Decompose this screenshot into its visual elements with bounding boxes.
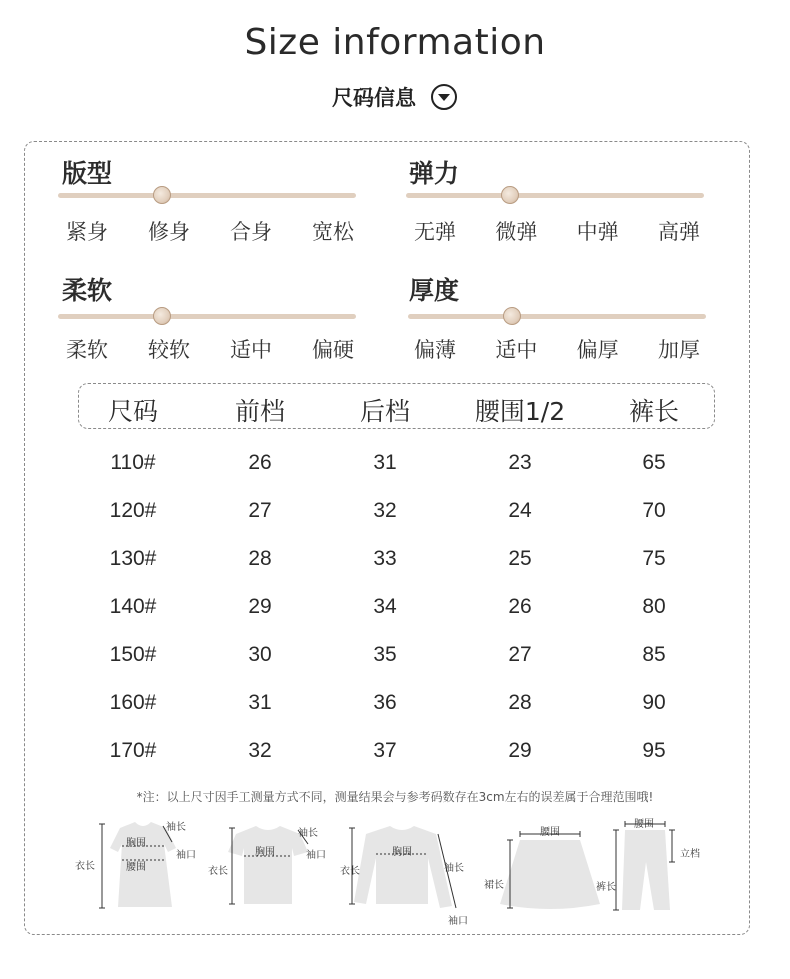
table-cell: 35 xyxy=(373,643,397,666)
sweater-sleeve-label: 袖长 xyxy=(444,863,464,874)
subtitle-row xyxy=(0,82,790,112)
table-cell: 170# xyxy=(109,739,157,762)
column-header-size: 尺码 xyxy=(107,397,158,426)
option-label: 偏厚 xyxy=(576,338,619,362)
slider-thumb-elasticity xyxy=(501,186,519,204)
table-cell: 32 xyxy=(373,499,397,522)
option-label: 紧身 xyxy=(66,220,108,244)
column-header-back-rise: 后档 xyxy=(359,397,410,426)
table-cell: 31 xyxy=(373,451,397,474)
sweater-illustration xyxy=(349,826,456,908)
pants-length-label: 裤长 xyxy=(596,882,616,893)
table-cell: 27 xyxy=(248,499,272,522)
table-cell: 29 xyxy=(248,595,272,618)
table-cell: 32 xyxy=(248,739,272,762)
option-label: 无弹 xyxy=(414,220,456,244)
table-cell: 85 xyxy=(642,643,666,666)
table-cell: 30 xyxy=(248,643,272,666)
column-header-pants-length: 裤长 xyxy=(628,397,679,426)
table-cell: 130# xyxy=(109,547,157,570)
table-cell: 110# xyxy=(110,451,156,474)
attr-heading-elasticity: 弹力 xyxy=(409,159,460,188)
table-cell: 90 xyxy=(642,691,666,714)
pants-illustration xyxy=(613,821,675,910)
skirt-illustration xyxy=(500,831,600,909)
option-label: 高弹 xyxy=(657,220,700,244)
garment-diagrams xyxy=(60,812,720,922)
measurement-note: *注：以上尺寸因手工测量方式不同，测量结果会与参考码数存在3cm左右的误差属于合理范围哦! xyxy=(136,790,654,804)
option-label: 修身 xyxy=(148,220,190,244)
dress-waist-label: 腰围 xyxy=(126,862,146,873)
pants-waist-label: 腰围 xyxy=(634,819,654,830)
tshirt-chest-label: 胸围 xyxy=(255,847,275,858)
table-cell: 25 xyxy=(508,547,532,570)
slider-labels-softness xyxy=(66,334,354,364)
slider-elasticity xyxy=(406,193,704,198)
slider-thumb-softness xyxy=(153,307,171,325)
attr-heading-softness: 柔软 xyxy=(62,276,113,305)
table-cell: 140# xyxy=(109,595,157,618)
table-cell: 26 xyxy=(248,451,272,474)
slider-thickness xyxy=(408,314,706,319)
table-cell: 36 xyxy=(373,691,397,714)
option-label: 适中 xyxy=(495,338,538,362)
sweater-chest-label: 胸围 xyxy=(392,847,412,858)
table-cell: 80 xyxy=(642,595,666,618)
attr-heading-fit: 版型 xyxy=(62,159,113,188)
slider-labels-elasticity xyxy=(414,216,700,246)
table-cell: 24 xyxy=(508,499,532,522)
tshirt-sleeve-label: 袖长 xyxy=(298,828,318,839)
option-label: 加厚 xyxy=(657,338,700,362)
slider-thumb-fit xyxy=(153,186,171,204)
attr-heading-thickness: 厚度 xyxy=(409,276,460,305)
slider-fit xyxy=(58,193,356,198)
tshirt-illustration xyxy=(228,826,308,904)
dress-sleeve-label: 袖长 xyxy=(166,822,186,833)
skirt-length-label: 裙长 xyxy=(484,880,504,891)
option-label: 宽松 xyxy=(312,220,354,244)
option-label: 柔软 xyxy=(66,338,108,362)
tshirt-cuff-label: 袖口 xyxy=(306,850,326,861)
table-cell: 160# xyxy=(109,691,157,714)
dress-cuff-label: 袖口 xyxy=(176,850,196,861)
dress-chest-label: 胸围 xyxy=(126,838,146,849)
table-cell: 120# xyxy=(109,499,157,522)
option-label: 较软 xyxy=(148,338,190,362)
table-cell: 28 xyxy=(508,691,532,714)
option-label: 中弹 xyxy=(576,220,619,244)
table-cell: 75 xyxy=(642,547,666,570)
pants-rise-label: 立档 xyxy=(680,849,700,860)
table-cell: 28 xyxy=(248,547,272,570)
table-cell: 37 xyxy=(373,739,397,762)
page-title: Size information xyxy=(244,22,546,63)
column-header-front-rise: 前档 xyxy=(234,397,285,426)
sweater-cuff-label: 袖口 xyxy=(448,916,468,927)
table-cell: 70 xyxy=(642,499,666,522)
table-cell: 95 xyxy=(642,739,666,762)
option-label: 合身 xyxy=(230,220,272,244)
option-label: 偏薄 xyxy=(414,338,456,362)
section-subtitle: 尺码信息 xyxy=(332,86,416,110)
slider-thumb-thickness xyxy=(503,307,521,325)
table-cell: 31 xyxy=(248,691,272,714)
dress-length-label: 衣长 xyxy=(75,861,95,872)
table-cell: 26 xyxy=(508,595,532,618)
table-cell: 33 xyxy=(373,547,397,570)
table-cell: 23 xyxy=(508,451,532,474)
chevron-down-icon xyxy=(430,83,458,111)
skirt-waist-label: 腰围 xyxy=(540,827,560,838)
slider-labels-thickness xyxy=(414,334,700,364)
slider-softness xyxy=(58,314,356,319)
option-label: 适中 xyxy=(230,338,272,362)
option-label: 偏硬 xyxy=(312,338,354,362)
option-label: 微弹 xyxy=(495,220,538,244)
sweater-length-label: 衣长 xyxy=(340,866,360,877)
tshirt-length-label: 衣长 xyxy=(208,866,228,877)
column-header-half-waist: 腰围1/2 xyxy=(474,397,566,426)
table-cell: 65 xyxy=(642,451,666,474)
table-cell: 150# xyxy=(109,643,157,666)
table-cell: 34 xyxy=(373,595,397,618)
table-cell: 29 xyxy=(508,739,532,762)
slider-labels-fit xyxy=(66,216,354,246)
table-cell: 27 xyxy=(508,643,532,666)
